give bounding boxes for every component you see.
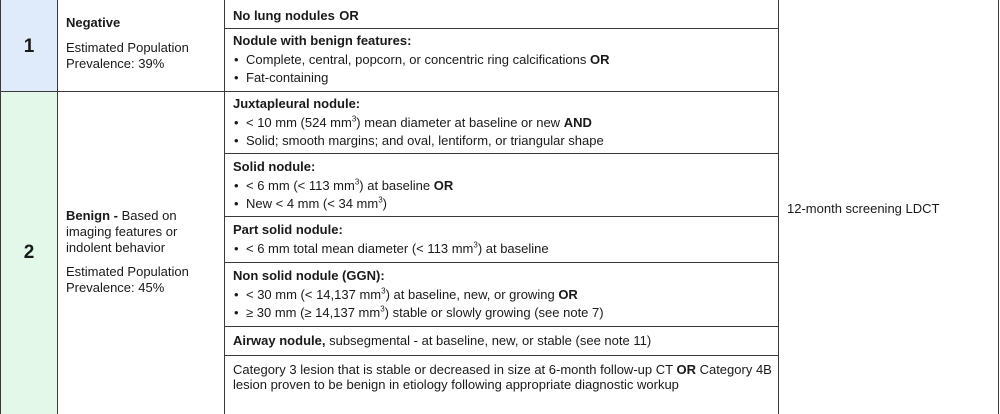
list-item [233, 286, 773, 304]
juxtapleural-row [233, 96, 773, 150]
list-item-text: ) [382, 196, 387, 211]
list-item-text: < 10 mm (524 mm [246, 115, 352, 130]
connector-or: OR [558, 287, 578, 302]
connector-or: OR [589, 52, 610, 67]
airway-row [233, 333, 773, 349]
list-item-text: < 30 mm (< 14,137 mm [246, 287, 382, 302]
management-recommendation: 12-month screening LDCT [787, 201, 940, 216]
list-item-text: ≥ 30 mm (≥ 14,137 mm [246, 305, 381, 320]
cat2-description [66, 208, 218, 296]
list-item-text: < 6 mm total mean diameter (< 113 mm [246, 241, 474, 256]
list-item [233, 69, 773, 87]
cat2-prevalence-label: Estimated Population Prevalence: [66, 264, 189, 295]
cat2-title: Benign - [66, 208, 118, 223]
airway-title: Airway nodule, [233, 333, 326, 348]
col-divider-3 [778, 0, 779, 414]
superscript: 3 [473, 240, 478, 250]
superscript: 3 [380, 304, 385, 314]
list-item-text: ) at baseline [477, 241, 549, 256]
cat1-title: Negative [66, 15, 121, 30]
row-divider [224, 326, 779, 327]
solid-nodule-row [233, 159, 773, 213]
category-lesion-row [233, 362, 773, 392]
category3-text: Category 3 lesion that is stable or decreased in size at 6-month follow-up CT [233, 362, 673, 377]
list-item-text: ) mean diameter at baseline or new [356, 115, 561, 130]
superscript: 3 [378, 195, 383, 205]
list-item [233, 240, 773, 258]
juxtapleural-title: Juxtapleural nodule: [233, 96, 361, 111]
superscript: 3 [351, 114, 357, 124]
non-solid-title: Non solid nodule (GGN): [233, 268, 385, 283]
airway-text: subsegmental - at baseline, new, or stable (see note 11) [329, 333, 652, 348]
list-item-text: ) stable or slowly growing (see note 7) [384, 305, 604, 320]
left-border [0, 0, 1, 414]
right-border [998, 0, 999, 414]
cat2-title-block [66, 208, 218, 256]
solid-nodule-title: Solid nodule: [233, 159, 316, 174]
part-solid-row [233, 222, 773, 258]
list-item [233, 195, 773, 213]
cat1-number: 1 [23, 36, 35, 57]
list-item-text: Fat-containing [246, 70, 329, 85]
col-divider-1 [57, 0, 58, 414]
no-nodules-text: No lung nodules [233, 8, 335, 23]
category4b-text: Category 4B lesion proven to be benign in etiology following appropriate diagnostic workup [233, 362, 772, 392]
row-divider [224, 262, 779, 263]
part-solid-title: Part solid nodule: [233, 222, 343, 237]
list-item-text: Complete, central, popcorn, or concentric ring calcifications [246, 52, 587, 67]
category-divider [0, 91, 779, 92]
benign-features-title: Nodule with benign features: [233, 33, 412, 48]
row-divider [224, 216, 779, 217]
cat1-row-benign-features [233, 33, 773, 87]
list-item [233, 177, 773, 195]
row-divider [224, 28, 779, 29]
cat2-prevalence-value: 45% [138, 280, 165, 295]
list-item [233, 114, 773, 132]
list-item [233, 304, 773, 322]
row-divider [224, 355, 779, 356]
list-item [233, 51, 773, 69]
list-item-text: Solid; smooth margins; and oval, lentiform, or triangular shape [246, 133, 604, 148]
connector-or: OR [433, 178, 454, 193]
cat1-description [66, 15, 216, 72]
row-divider [224, 153, 779, 154]
cat2-prevalence [66, 264, 218, 296]
list-item-text: ) at baseline [359, 178, 431, 193]
superscript: 3 [354, 177, 360, 187]
cat1-prevalence-value: 39% [138, 56, 165, 71]
connector-or: OR [339, 8, 359, 23]
list-item-text: New < 4 mm (< 34 mm [246, 196, 379, 211]
cat1-prevalence-label: Estimated Population Prevalence: [66, 40, 189, 71]
col-divider-2 [224, 0, 225, 414]
list-item-text: < 6 mm (< 113 mm [246, 178, 355, 193]
cat2-subtitle: Based on imaging features or indolent behavior [66, 208, 178, 255]
cat2-number: 2 [23, 242, 35, 263]
non-solid-row [233, 268, 773, 322]
superscript: 3 [381, 286, 386, 296]
list-item [233, 132, 773, 150]
connector-and: AND [563, 115, 592, 130]
connector-or: OR [676, 362, 696, 377]
list-item-text: ) at baseline, new, or growing [385, 287, 555, 302]
cat1-prevalence [66, 40, 216, 72]
cat1-row-no-nodules [233, 7, 773, 25]
